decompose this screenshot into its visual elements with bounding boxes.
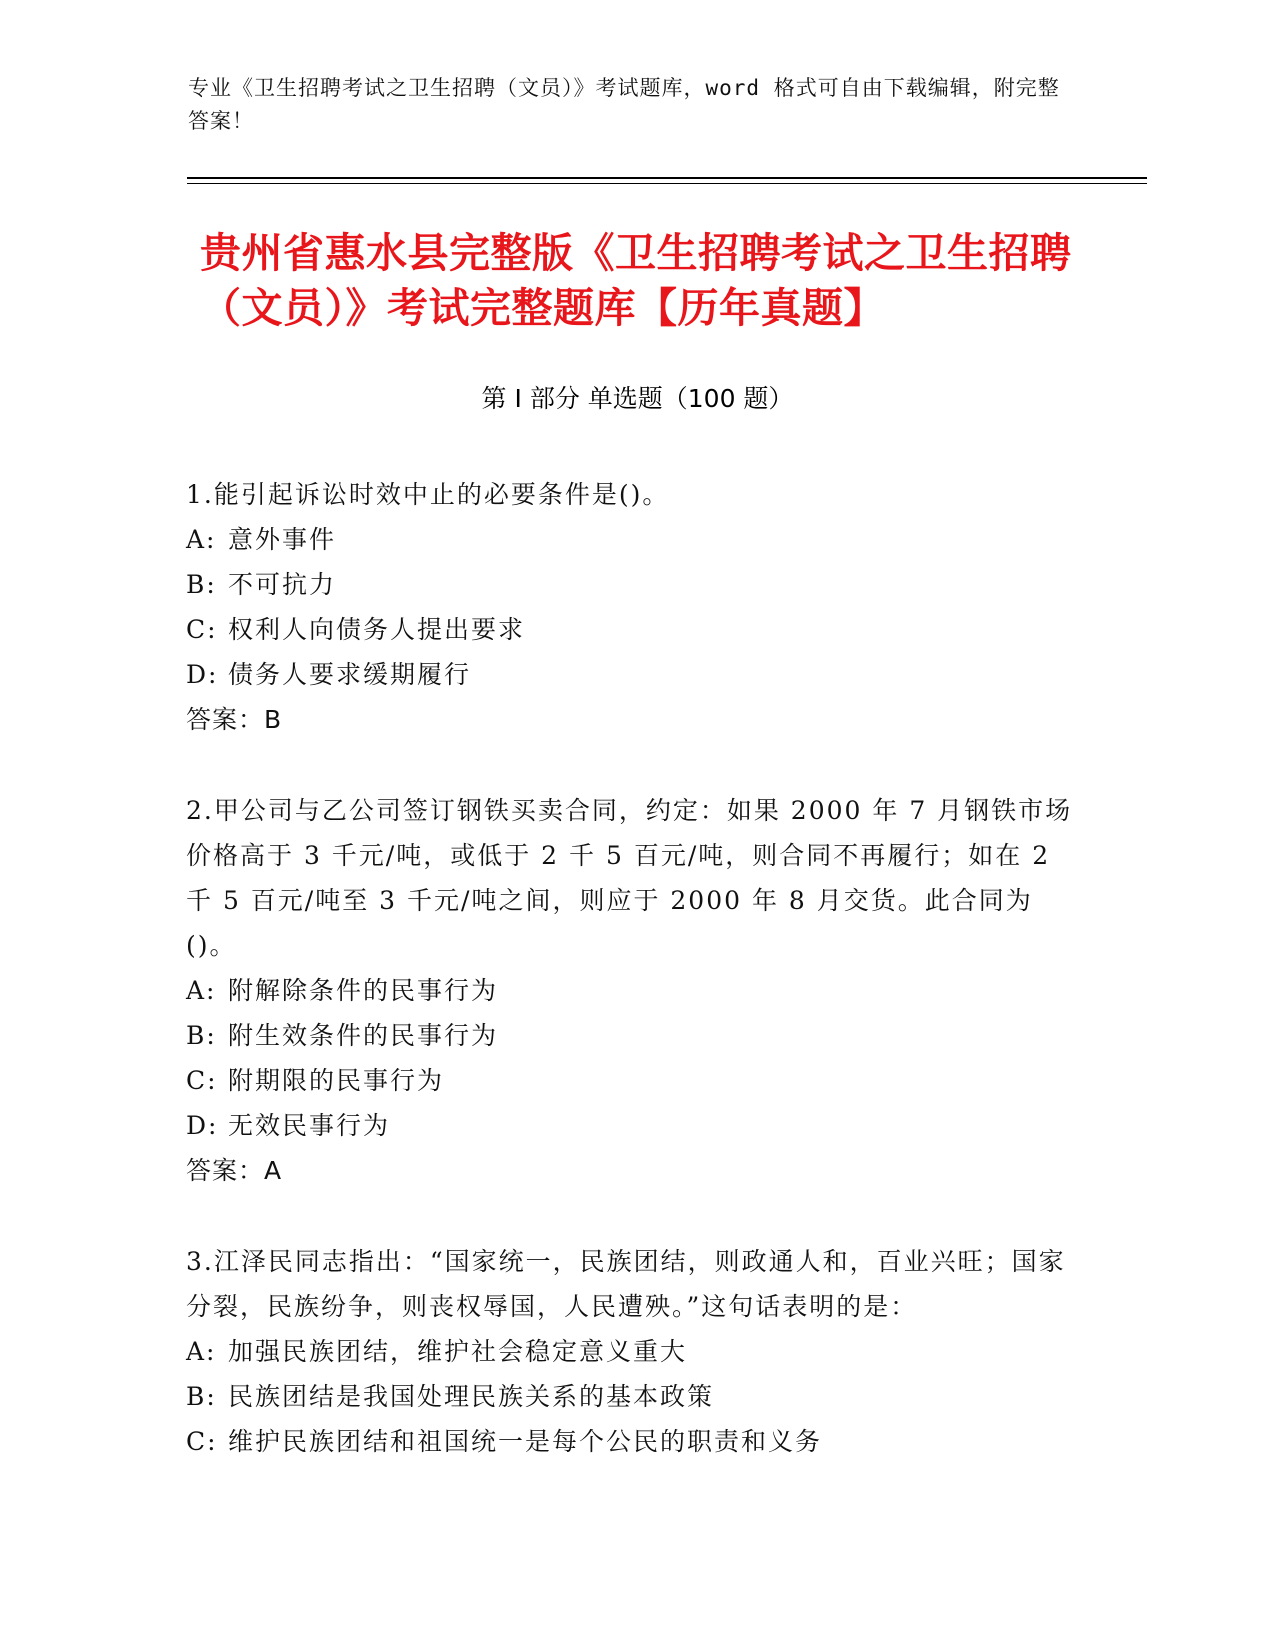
option-text: 加强民族团结，维护社会稳定意义重大 <box>228 1337 688 1366</box>
option-text: 不可抗力 <box>228 570 337 599</box>
option-text: 债务人要求缓期履行 <box>228 660 472 689</box>
option-text: 权利人向债务人提出要求 <box>228 615 526 644</box>
document-title: 贵州省惠水县完整版《卫生招聘考试之卫生招聘（文员）》考试完整题库【历年真题】 <box>200 229 1072 332</box>
option-a <box>186 968 1076 1013</box>
option-text: 意外事件 <box>228 525 337 554</box>
option-text: 附解除条件的民事行为 <box>228 976 499 1005</box>
option-c <box>186 1058 1076 1103</box>
option-key: B: <box>186 1021 217 1050</box>
header-divider-thin <box>187 183 1147 184</box>
option-a <box>186 517 1076 562</box>
option-d <box>186 1103 1076 1148</box>
answer: 答案：A <box>186 1156 283 1185</box>
option-key: C: <box>186 1066 218 1095</box>
question-2 <box>186 788 1076 1193</box>
option-text: 维护民族团结和祖国统一是每个公民的职责和义务 <box>228 1427 823 1456</box>
question-1 <box>186 472 1076 742</box>
option-key: A: <box>186 525 217 554</box>
option-key: D: <box>186 1111 219 1140</box>
section-title: 第 I 部分 单选题（100 题） <box>481 384 794 413</box>
option-key: A: <box>186 976 217 1005</box>
option-text: 附期限的民事行为 <box>228 1066 445 1095</box>
header-divider-thick <box>187 177 1147 179</box>
question-stem: 2.甲公司与乙公司签订钢铁买卖合同，约定：如果 2000 年 7 月钢铁市场价格高于 3 千元/吨，或低于 2 千 5 百元/吨，则合同不再履行；如在 2 千 5 百元/吨至 3 千元/吨之间，则应于 2000 年 8 月交货。此合同为()。 <box>186 796 1073 960</box>
question-stem: 1.能引起诉讼时效中止的必要条件是()。 <box>186 480 670 509</box>
option-text: 附生效条件的民事行为 <box>228 1021 499 1050</box>
answer: 答案：B <box>186 705 283 734</box>
option-text: 无效民事行为 <box>228 1111 391 1140</box>
option-c <box>186 607 1076 652</box>
option-key: C: <box>186 615 218 644</box>
option-key: C: <box>186 1427 218 1456</box>
option-text: 民族团结是我国处理民族关系的基本政策 <box>228 1382 715 1411</box>
header-note: 专业《卫生招聘考试之卫生招聘（文员）》考试题库，word 格式可自由下载编辑，附完整答案！ <box>188 76 1060 133</box>
option-c <box>186 1419 1076 1464</box>
question-stem: 3.江泽民同志指出：“国家统一，民族团结，则政通人和，百业兴旺；国家分裂，民族纷争，则丧权辱国，人民遭殃。”这句话表明的是： <box>186 1247 1066 1321</box>
option-a <box>186 1329 1076 1374</box>
option-key: A: <box>186 1337 217 1366</box>
option-d <box>186 652 1076 697</box>
option-b <box>186 562 1076 607</box>
option-key: B: <box>186 1382 217 1411</box>
question-list <box>186 472 1076 1510</box>
option-key: B: <box>186 570 217 599</box>
question-3 <box>186 1239 1076 1464</box>
option-b <box>186 1374 1076 1419</box>
option-key: D: <box>186 660 219 689</box>
option-b <box>186 1013 1076 1058</box>
